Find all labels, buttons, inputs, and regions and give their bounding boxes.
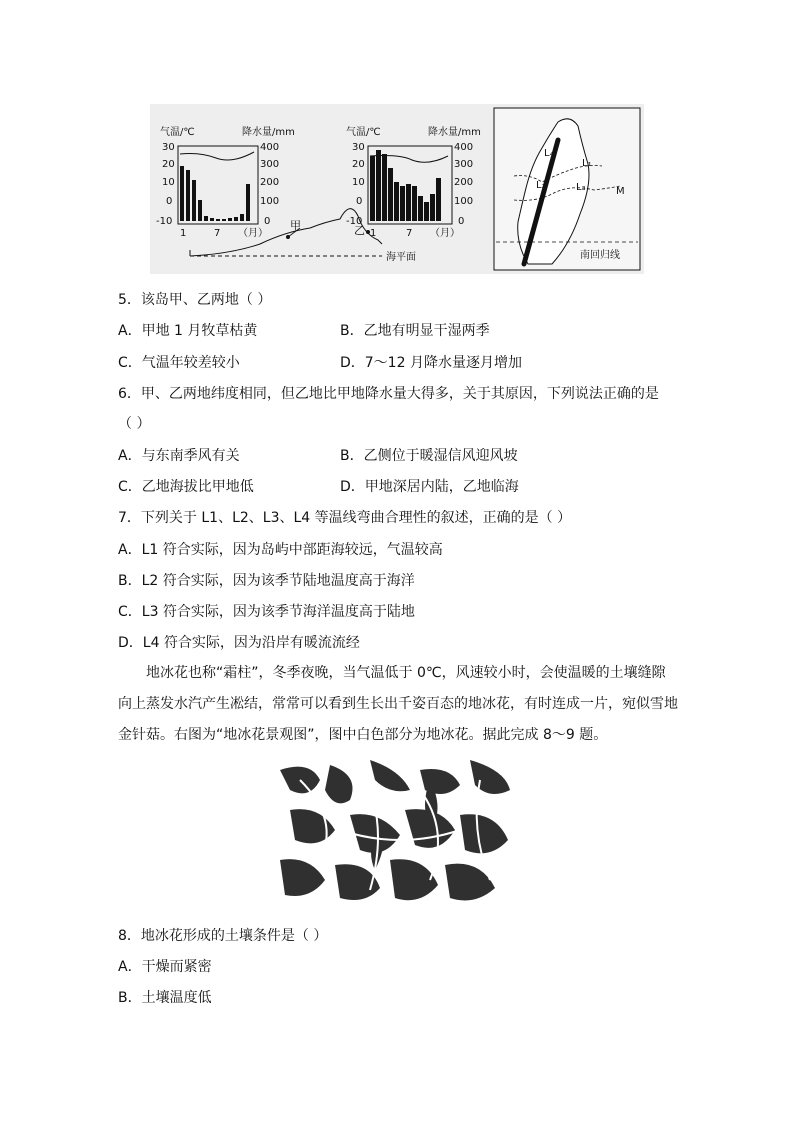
left-temp-tick: 10 (162, 177, 175, 188)
left-x-tick: （月） (238, 228, 268, 239)
left-precip-tick: 0 (264, 216, 271, 227)
right-precip-tick: 400 (454, 142, 474, 153)
ice-flower-photo-svg (280, 760, 512, 908)
place-yi: 乙 (354, 224, 365, 237)
q6-option-a: A．与东南季风有关 (118, 448, 240, 464)
sea-level-label: 海平面 (386, 252, 416, 263)
map-label-l3: L₃ (576, 182, 586, 193)
q8-option-a: A．干燥而紧密 (118, 959, 212, 975)
place-jia: 甲 (290, 219, 301, 232)
climate-map-figure (150, 104, 644, 274)
q5-stem: 5．该岛甲、乙两地（ ） (118, 292, 272, 308)
island-map (494, 108, 640, 270)
q5-option-d: D．7～12 月降水量逐月增加 (340, 355, 522, 371)
q7-stem: 7．下列关于 L1、L2、L3、L4 等温线弯曲合理性的叙述，正确的是（ ） (118, 510, 572, 526)
tropic-label: 南回归线 (580, 250, 620, 261)
map-label-l1: L₁ (582, 158, 592, 169)
left-precip-tick: 200 (260, 177, 280, 188)
right-temp-tick: 10 (352, 177, 365, 188)
right-precip-tick: 0 (458, 216, 465, 227)
ice-flower-photo (280, 760, 512, 908)
right-temp-label: 气温/℃ (346, 127, 381, 138)
q8-option-b: B．土壤温度低 (118, 990, 212, 1006)
q6-stem-cont: （ ） (118, 416, 151, 432)
right-x-tick: 7 (406, 228, 413, 239)
right-precip-tick: 200 (454, 177, 474, 188)
right-precip-tick: 300 (454, 159, 474, 170)
q7-option-b: B．L2 符合实际，因为该季节陆地温度高于海洋 (118, 573, 415, 589)
right-precip-label: 降水量/mm (428, 127, 481, 138)
left-temp-tick: 30 (162, 142, 175, 153)
q7-option-d: D．L4 符合实际，因为沿岸有暖流流经 (118, 635, 360, 651)
left-temp-tick: 20 (162, 159, 175, 170)
left-precip-label: 降水量/mm (242, 127, 295, 138)
q7-option-c: C．L3 符合实际，因为该季节海洋温度高于陆地 (118, 604, 415, 620)
q7-option-a: A．L1 符合实际，因为岛屿中部距海较远，气温较高 (118, 542, 443, 558)
q5-option-b: B．乙地有明显干湿两季 (340, 323, 490, 339)
map-label-m: M (616, 186, 625, 197)
right-temp-tick: -10 (346, 216, 363, 227)
passage-paragraph: 地冰花也称“霜柱”，冬季夜晚，当气温低于 0℃，风速较小时，会使温暖的土壤缝隙向上蒸发水汽产生凇结，常常可以看到生长出千姿百态的地冰花，有时连成一片，宛似雪地金针菇。右图为“地冰花景观图”，图中白色部分为地冰花。据此完成 8～9 题。 (118, 665, 678, 743)
q5-option-c: C．气温年较差较小 (118, 355, 240, 371)
right-precip-tick: 100 (454, 196, 474, 207)
q6-option-c: C．乙地海拔比甲地低 (118, 479, 254, 495)
left-x-tick: 1 (180, 228, 187, 239)
right-temp-tick: 30 (352, 142, 365, 153)
left-precip-tick: 400 (260, 142, 280, 153)
right-temp-tick: 0 (356, 196, 363, 207)
left-x-tick: 7 (214, 228, 221, 239)
map-label-l4: L₄ (544, 148, 554, 159)
left-temp-tick: -10 (156, 216, 173, 227)
q6-stem: 6．甲、乙两地纬度相同，但乙地比甲地降水量大得多，关于其原因，下列说法正确的是 (118, 386, 659, 402)
left-precip-tick: 100 (260, 196, 280, 207)
left-temp-label: 气温/℃ (160, 127, 195, 138)
q6-option-b: B．乙侧位于暖湿信风迎风坡 (340, 448, 518, 464)
climate-figure-svg (150, 104, 644, 274)
map-label-l2: L₂ (536, 180, 546, 191)
q6-option-d: D．甲地深居内陆，乙地临海 (340, 479, 519, 495)
left-temp-tick: 0 (166, 196, 173, 207)
left-precip-tick: 300 (260, 159, 280, 170)
right-x-tick: 1 (370, 228, 377, 239)
q5-option-a: A．甲地 1 月牧草枯黄 (118, 323, 258, 339)
right-x-tick: （月） (430, 228, 460, 239)
q8-stem: 8．地冰花形成的土壤条件是（ ） (118, 928, 328, 944)
right-temp-tick: 20 (352, 159, 365, 170)
